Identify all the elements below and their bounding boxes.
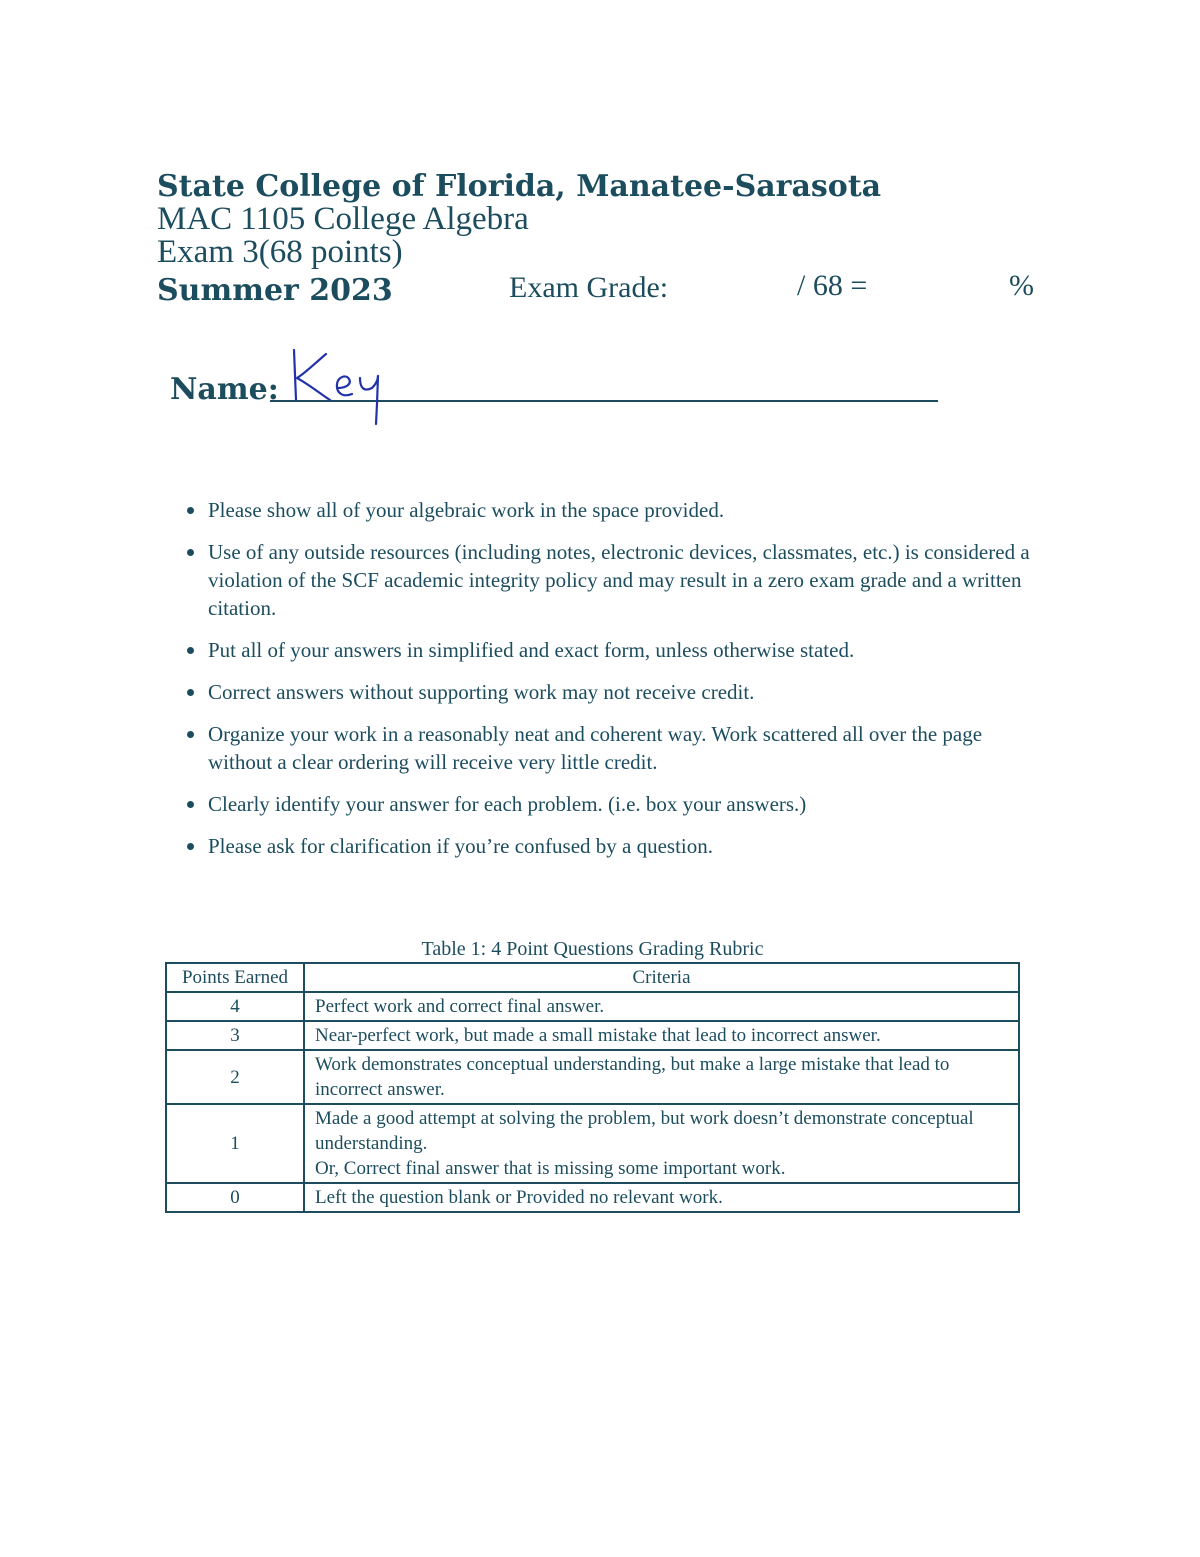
exam-title: Exam 3(68 points) (157, 234, 403, 270)
criteria-cell (304, 1104, 1019, 1183)
criteria-text: Made a good attempt at solving the problem, but work doesn’t demonstrate conceptual understanding. (315, 1108, 974, 1154)
bullet-icon (187, 689, 194, 696)
grade-row (157, 269, 1057, 309)
points-cell: 1 (166, 1104, 304, 1183)
table-row (166, 1021, 1019, 1050)
criteria-cell: Work demonstrates conceptual understanding, but make a large mistake that lead to incorrect answer. (304, 1050, 1019, 1104)
table-row (166, 1104, 1019, 1183)
header-criteria: Criteria (304, 963, 1019, 992)
instruction-item: Please ask for clarification if you’re confused by a question. (185, 832, 1035, 860)
semester: Summer 2023 (157, 273, 393, 308)
instruction-item: Correct answers without supporting work may not receive credit. (185, 678, 1035, 706)
name-field (170, 350, 950, 430)
bullet-icon (187, 801, 194, 808)
instruction-item: Use of any outside resources (including notes, electronic devices, classmates, etc.) is considered a violation of the SCF academic integrity policy and may result in a zero exam grade and a written citation. (185, 538, 1035, 622)
criteria-text-extra: Or, Correct final answer that is missing some important work. (315, 1158, 786, 1179)
bullet-icon (187, 843, 194, 850)
table-row (166, 1183, 1019, 1212)
rubric-caption: Table 1: 4 Point Questions Grading Rubric (421, 938, 764, 960)
points-cell: 0 (166, 1183, 304, 1212)
criteria-cell: Left the question blank or Provided no relevant work. (304, 1183, 1019, 1212)
bullet-icon (187, 507, 194, 514)
grading-rubric-table (165, 962, 1020, 1213)
exam-grade-total: / 68 = (797, 269, 868, 302)
bullet-icon (187, 647, 194, 654)
criteria-cell: Perfect work and correct final answer. (304, 992, 1019, 1021)
course-title: MAC 1105 College Algebra (157, 201, 529, 237)
instruction-item: Please show all of your algebraic work in the space provided. (185, 496, 1035, 524)
table-header-row (166, 963, 1019, 992)
points-cell: 4 (166, 992, 304, 1021)
handwritten-name-key (282, 344, 392, 428)
instruction-item: Put all of your answers in simplified and exact form, unless otherwise stated. (185, 636, 1035, 664)
table-row (166, 992, 1019, 1021)
header-points-earned: Points Earned (166, 963, 304, 992)
table-row (166, 1050, 1019, 1104)
bullet-icon (187, 549, 194, 556)
percent-sign: % (1009, 269, 1034, 302)
instructions-list (185, 496, 1035, 874)
instruction-item: Organize your work in a reasonably neat and coherent way. Work scattered all over the page without a clear ordering will receive very little credit. (185, 720, 1035, 776)
name-label: Name: (170, 372, 279, 407)
points-cell: 2 (166, 1050, 304, 1104)
exam-grade-label: Exam Grade: (509, 271, 669, 304)
points-cell: 3 (166, 1021, 304, 1050)
institution-name: State College of Florida, Manatee-Sarasota (157, 169, 882, 204)
instruction-item: Clearly identify your answer for each problem. (i.e. box your answers.) (185, 790, 1035, 818)
exam-header (157, 170, 1057, 309)
bullet-icon (187, 731, 194, 738)
criteria-cell: Near-perfect work, but made a small mistake that lead to incorrect answer. (304, 1021, 1019, 1050)
